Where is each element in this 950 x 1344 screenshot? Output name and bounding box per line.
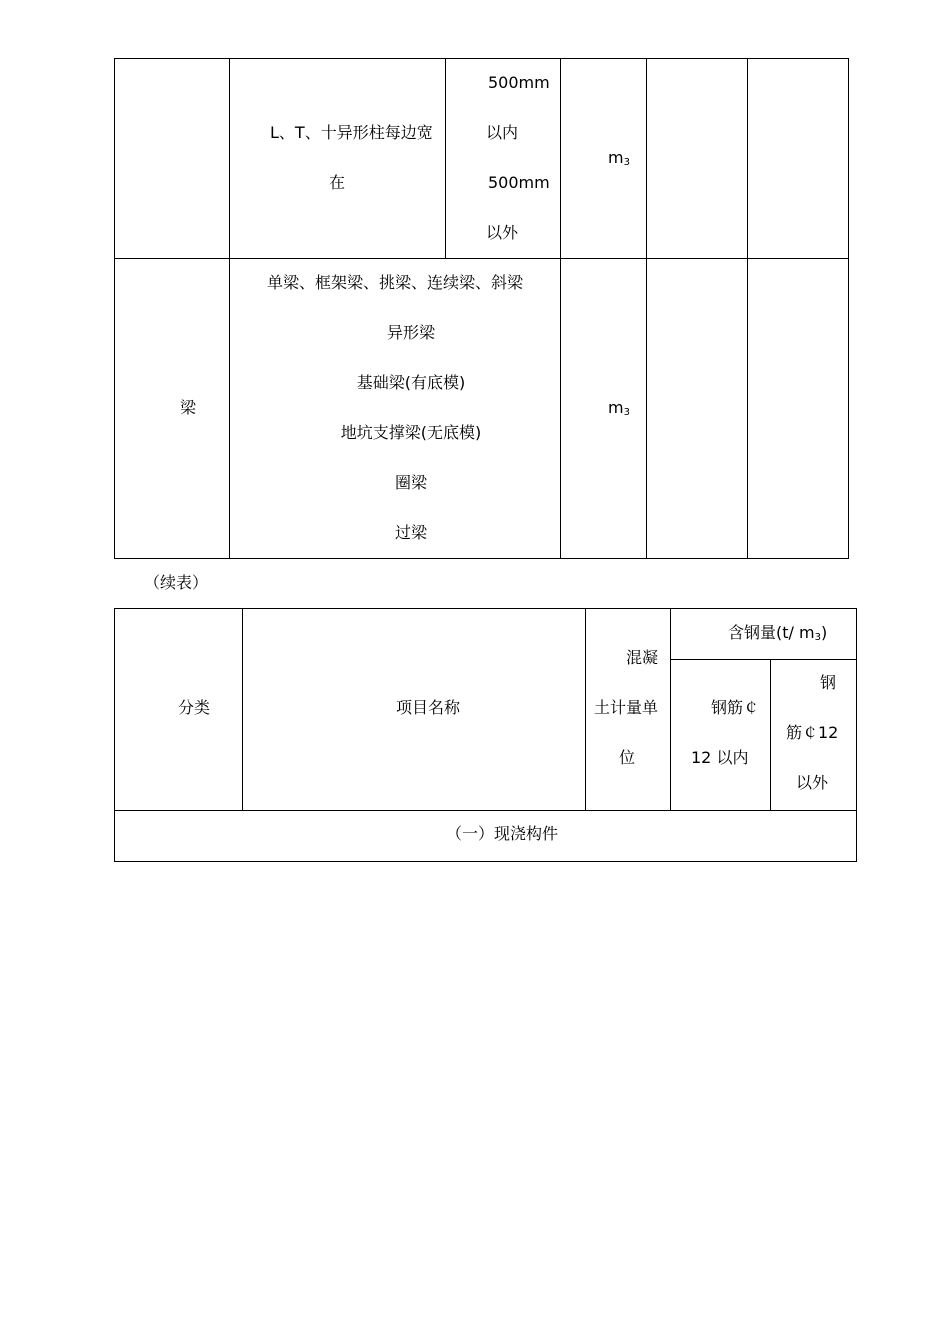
header-category: 分类 — [178, 698, 211, 717]
category-label: 梁 — [180, 398, 197, 417]
table-2-bottom-border — [114, 861, 857, 862]
section-label: （一）现浇构件 — [446, 824, 559, 843]
table-1-row-divider — [114, 258, 849, 259]
header-steel-over-12: 筋￠12 — [786, 723, 839, 742]
header-steel-content: 含钢量(t/ $m_3$) — [728, 623, 828, 643]
header-steel-within-12: 12 以内 — [691, 748, 749, 767]
table-1-right-border — [848, 58, 849, 559]
item-name: 地坑支撑梁(无底模) — [340, 423, 482, 442]
table-1-left-border — [114, 58, 115, 559]
header-unit: 土计量单 — [594, 698, 659, 717]
header-steel-within-12: 钢筋￠ — [711, 698, 760, 717]
table-2-header-bottom — [114, 810, 857, 811]
table-2-col-divider — [670, 608, 671, 811]
table-1-top-border — [114, 58, 849, 59]
table-1-col-divider — [646, 58, 647, 559]
header-steel-over-12: 以外 — [796, 773, 829, 792]
unit-label: $m_3$ — [608, 398, 630, 418]
table-2-steel-header-divider — [670, 659, 857, 660]
table-2-col-divider — [242, 608, 243, 811]
item-name: 异形梁 — [386, 323, 435, 342]
header-steel-over-12: 钢 — [820, 673, 837, 692]
header-item-name: 项目名称 — [396, 698, 461, 717]
size-spec: 500mm — [488, 73, 550, 92]
size-spec: 以内 — [486, 123, 519, 142]
size-spec: 500mm — [488, 173, 550, 192]
continued-label: （续表） — [144, 573, 209, 592]
table-1-bottom-border — [114, 558, 849, 559]
item-name: 圈梁 — [394, 473, 427, 492]
item-name: L、T、十异形柱每边宽 — [270, 123, 433, 142]
header-unit: 混凝 — [626, 648, 659, 667]
table-2-top-border — [114, 608, 857, 609]
item-name: 过梁 — [394, 523, 427, 542]
table-2-col-divider — [585, 608, 586, 811]
size-spec: 以外 — [486, 223, 519, 242]
table-2-left-border — [114, 608, 115, 862]
header-unit: 位 — [619, 748, 636, 767]
item-name: 单梁、框架梁、挑梁、连续梁、斜梁 — [266, 273, 523, 292]
table-2-right-border — [856, 608, 857, 862]
table-1-col-divider — [445, 58, 446, 259]
table-1-col-divider — [747, 58, 748, 559]
item-name: 基础梁(有底模) — [356, 373, 466, 392]
item-name: 在 — [329, 173, 346, 192]
table-2-col-divider — [770, 659, 771, 811]
unit-label: $m_3$ — [608, 148, 630, 168]
